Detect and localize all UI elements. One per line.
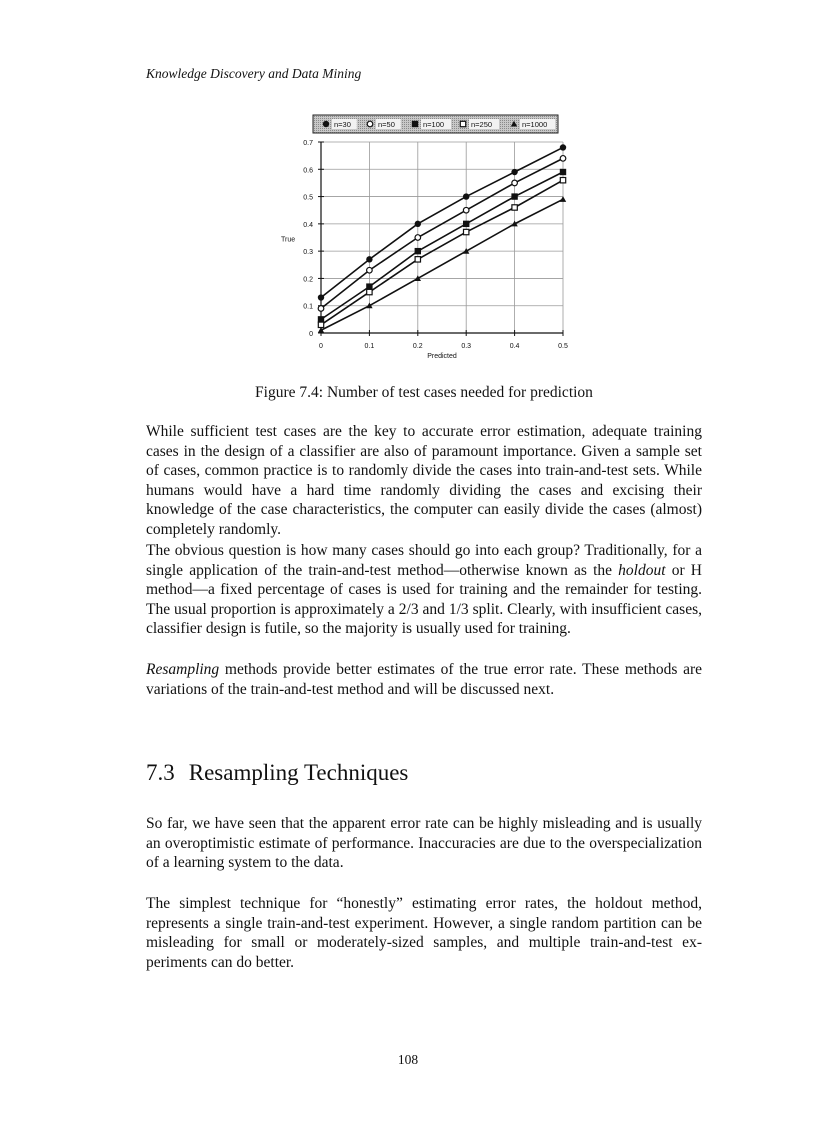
holdout-term: holdout [618, 561, 666, 579]
paragraph-5: The simplest technique for “honestly” estimating error rates, the holdout method, represents a single train-and-test experiment. However, a single random partition can be misleading for small or moderately-sized samples, and multiple train-and-test experiments can do better. [146, 895, 702, 971]
open-circle-marker-icon [463, 207, 469, 213]
filled-circle-marker-icon [560, 144, 566, 150]
section-number: 7.3 [146, 760, 175, 785]
open-circle-marker-icon [560, 156, 566, 162]
filled-square-marker-icon [511, 193, 517, 199]
paragraph-1: While sufficient test cases are the key to accurate error estimation, adequate training cases in the design of a classifier are also of paramount importance. Given a sample set of cases, common practice is to randomly divide the cases into train-and-test sets. While humans would have a hard time randomly dividing the cases and excising their knowledge of the case characteristics, the computer can easily divide the cases (almost) completely randomly. [146, 423, 702, 538]
y-tick-label: 0.5 [303, 194, 313, 202]
page-number: 108 [397, 1052, 419, 1067]
x-tick-label: 0.1 [364, 343, 375, 350]
y-tick-label: 0.6 [303, 167, 313, 175]
open-square-marker-icon [318, 322, 323, 327]
running-head: Knowledge Discovery and Data Mining [146, 66, 362, 81]
section-heading [146, 760, 408, 786]
x-tick-label: 0 [319, 343, 323, 350]
paragraph-2: The obvious question is how many cases should go into each group? Traditionally, for a single application of the train-and-test method—otherwise known as the holdout or H method—a fixed percentage of cases is used for training and the remainder for testing. The usual proportion is approximately a 2/3 and 1/3 split. Clearly, with insufficient cases, classifier design is futile, so the majority is usually used for training. [146, 542, 702, 638]
legend-label: n=50 [378, 120, 395, 129]
filled-square-marker-icon [463, 221, 469, 227]
y-tick-label: 0.7 [303, 140, 313, 147]
x-tick-label: 0.2 [412, 343, 423, 350]
y-axis-label: True [281, 236, 296, 244]
filled-square-marker-icon [560, 169, 566, 175]
filled-circle-marker-icon [511, 169, 517, 175]
open-square-marker-icon [367, 289, 372, 294]
filled-circle-marker-icon [318, 294, 324, 300]
y-tick-label: 0.4 [303, 221, 313, 229]
filled-circle-marker-icon [323, 121, 329, 127]
y-tick-label: 0.3 [303, 249, 313, 257]
legend [313, 115, 558, 133]
paragraph-3: Resampling methods provide better estimates of the true error rate. These methods are variations of the train-and-test method and will be discussed next. [146, 661, 702, 698]
series-n-30 [318, 144, 566, 300]
figure-chart [260, 110, 590, 370]
series-n-50 [318, 156, 566, 312]
open-circle-marker-icon [318, 306, 324, 312]
open-circle-marker-icon [415, 235, 421, 241]
resampling-term: Resampling [146, 661, 220, 678]
section-title: Resampling Techniques [188, 760, 409, 785]
open-square-marker-icon [460, 121, 465, 126]
filled-circle-marker-icon [415, 221, 421, 227]
filled-circle-marker-icon [366, 256, 372, 262]
open-circle-marker-icon [367, 121, 373, 127]
filled-circle-marker-icon [463, 193, 469, 199]
legend-label: n=30 [334, 120, 351, 129]
open-circle-marker-icon [367, 267, 373, 273]
series-n-250 [318, 178, 565, 328]
y-tick-label: 0 [309, 331, 313, 338]
line-chart [260, 110, 590, 370]
open-square-marker-icon [512, 205, 517, 210]
x-tick-label: 0.4 [509, 343, 520, 350]
legend-label: n=250 [471, 120, 493, 129]
open-circle-marker-icon [512, 180, 518, 186]
open-square-marker-icon [560, 178, 565, 183]
filled-square-marker-icon [415, 248, 421, 254]
legend-label: n=1000 [522, 120, 548, 129]
paragraph-4: So far, we have seen that the apparent error rate can be highly misleading and is usually an overoptimistic estimate of performance. Inaccuracies are due to the overspecialization of a learning system to the data. [146, 815, 702, 872]
legend-label: n=100 [423, 120, 445, 129]
series-n-1000 [318, 196, 566, 333]
x-tick-label: 0.3 [461, 343, 472, 350]
figure-caption: Figure 7.4: Number of test cases needed for prediction [255, 384, 593, 401]
y-tick-label: 0.2 [303, 276, 313, 284]
open-square-marker-icon [415, 257, 420, 262]
filled-square-marker-icon [412, 121, 418, 127]
open-square-marker-icon [464, 229, 469, 234]
x-axis-label: Predicted [427, 353, 457, 360]
x-tick-label: 0.5 [558, 343, 568, 350]
y-tick-label: 0.1 [303, 303, 313, 311]
